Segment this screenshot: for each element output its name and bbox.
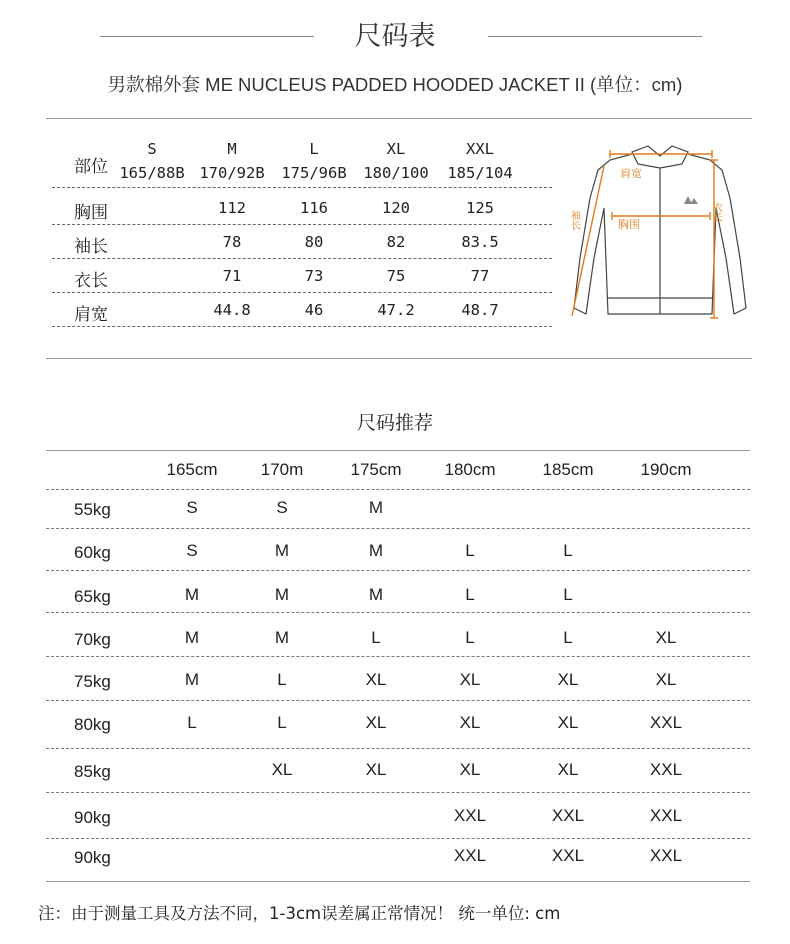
weight-label: 85kg <box>74 762 111 781</box>
size-row <box>52 264 552 293</box>
size-header-0: S <box>147 140 157 158</box>
jacket-diagram <box>560 138 760 338</box>
recommend-cell: M <box>368 498 384 517</box>
footnote: 注：由于测量工具及方法不同，1-3cm误差属正常情况！ 统一单位: cm <box>38 904 561 923</box>
length-label: 衣长 <box>710 202 722 222</box>
recommend-row-rule <box>46 528 750 529</box>
recommend-cell: XL <box>655 628 677 647</box>
size-row <box>52 298 552 327</box>
size-cell: 82 <box>386 233 406 251</box>
weight-label: 60kg <box>74 543 111 562</box>
size-cell: 116 <box>300 199 328 217</box>
recommend-cell: XL <box>655 670 677 689</box>
recommend-title: 尺码推荐 <box>356 412 433 434</box>
jacket-outline <box>574 146 746 314</box>
recommend-cell: XXL <box>551 846 585 865</box>
size-cell: 112 <box>218 199 246 217</box>
recommend-row-rule <box>46 612 750 613</box>
recommend-cell: M <box>368 541 384 560</box>
product-subtitle: 男款棉外套 ME NUCLEUS PADDED HOODED JACKET II (单位：cm) <box>107 74 683 95</box>
recommend-cell: L <box>465 541 475 560</box>
size-header-rule <box>52 187 552 188</box>
recommend-cell: XL <box>271 760 293 779</box>
sleeve-measure-line <box>572 166 604 316</box>
shoulder-label: 肩宽 <box>620 167 642 180</box>
corner-label: 部位 <box>74 157 108 177</box>
size-row <box>52 230 552 259</box>
size-fit-4: 185/104 <box>447 164 513 182</box>
height-header-2: 175cm <box>350 460 402 479</box>
size-row-label: 衣长 <box>74 271 108 291</box>
size-fit-0: 165/88B <box>119 164 185 182</box>
size-header-1: M <box>227 140 237 158</box>
recommend-cell: XXL <box>649 806 683 825</box>
recommend-cell: L <box>187 713 197 732</box>
recommend-cell: XL <box>557 713 579 732</box>
size-cell: 80 <box>304 233 324 251</box>
recommend-cell: XL <box>459 760 481 779</box>
recommend-cell: L <box>371 628 381 647</box>
recommend-cell: M <box>274 628 290 647</box>
size-fit-3: 180/100 <box>363 164 429 182</box>
recommend-cell: M <box>368 585 384 604</box>
recommend-row-rule <box>46 489 750 490</box>
recommend-cell: M <box>274 541 290 560</box>
height-header-0: 165cm <box>166 460 218 479</box>
recommend-row-rule <box>46 700 750 701</box>
recommend-cell: XXL <box>551 806 585 825</box>
recommend-bottom-rule <box>46 881 750 882</box>
weight-label: 70kg <box>74 630 111 649</box>
size-cell: 46 <box>304 301 324 319</box>
recommend-cell: XXL <box>649 713 683 732</box>
recommend-cell: XL <box>557 670 579 689</box>
recommend-cell: XXL <box>453 806 487 825</box>
recommend-cell: XL <box>459 670 481 689</box>
recommend-cell: L <box>277 713 287 732</box>
recommend-row-rule <box>46 792 750 793</box>
height-header-5: 190cm <box>640 460 692 479</box>
recommend-cell: M <box>274 585 290 604</box>
recommend-cell: L <box>465 628 475 647</box>
size-row-label: 袖长 <box>74 237 108 257</box>
height-header-3: 180cm <box>444 460 496 479</box>
size-cell: 125 <box>466 199 494 217</box>
recommend-cell: L <box>563 628 573 647</box>
recommend-top-rule <box>46 450 750 451</box>
recommend-cell: M <box>184 670 200 689</box>
recommend-cell: L <box>465 585 475 604</box>
size-header-4: XXL <box>466 140 494 158</box>
size-header-2: L <box>309 140 319 158</box>
recommend-cell: S <box>186 541 198 560</box>
size-cell: 47.2 <box>377 301 415 319</box>
size-cell: 120 <box>382 199 410 217</box>
weight-label: 55kg <box>74 500 111 519</box>
recommend-row-rule <box>46 570 750 571</box>
size-row <box>52 196 552 225</box>
size-cell: 71 <box>222 267 242 285</box>
weight-label: 80kg <box>74 715 111 734</box>
size-fit-1: 170/92B <box>199 164 265 182</box>
recommend-cell: L <box>277 670 287 689</box>
size-cell: 75 <box>386 267 406 285</box>
brand-logo-icon <box>684 196 698 204</box>
recommend-cell: XXL <box>453 846 487 865</box>
recommend-cell: XXL <box>649 846 683 865</box>
recommend-row-rule <box>46 656 750 657</box>
size-cell: 48.7 <box>461 301 499 319</box>
size-cell: 78 <box>222 233 242 251</box>
size-fit-2: 175/96B <box>281 164 347 182</box>
recommend-cell: M <box>184 585 200 604</box>
height-header-1: 170m <box>260 460 304 479</box>
recommend-cell: S <box>186 498 198 517</box>
sleeve-label: 袖长 <box>568 210 580 230</box>
weight-label: 75kg <box>74 672 111 691</box>
recommend-cell: M <box>184 628 200 647</box>
size-cell: 73 <box>304 267 324 285</box>
size-header-3: XL <box>386 140 406 158</box>
recommend-row-rule <box>46 748 750 749</box>
measure-lines <box>572 150 718 318</box>
weight-label: 65kg <box>74 587 111 606</box>
size-cell: 44.8 <box>213 301 251 319</box>
recommend-cell: XXL <box>649 760 683 779</box>
page-title: 尺码表 <box>354 21 436 52</box>
chest-label: 胸围 <box>618 218 640 231</box>
recommend-cell: XL <box>459 713 481 732</box>
size-row-label: 肩宽 <box>74 305 108 325</box>
recommend-cell: S <box>276 498 288 517</box>
recommend-cell: L <box>563 585 573 604</box>
weight-label: 90kg <box>74 848 111 867</box>
weight-label: 90kg <box>74 808 111 827</box>
size-row-label: 胸围 <box>74 203 108 223</box>
section-divider-top <box>46 118 752 119</box>
height-header-4: 185cm <box>542 460 594 479</box>
recommend-cell: XL <box>365 670 387 689</box>
size-cell: 77 <box>470 267 490 285</box>
size-cell: 83.5 <box>461 233 499 251</box>
recommend-cell: XL <box>365 713 387 732</box>
recommend-cell: L <box>563 541 573 560</box>
recommend-row-rule <box>46 838 750 839</box>
recommend-cell: XL <box>557 760 579 779</box>
recommend-cell: XL <box>365 760 387 779</box>
section-divider-middle <box>46 358 752 359</box>
